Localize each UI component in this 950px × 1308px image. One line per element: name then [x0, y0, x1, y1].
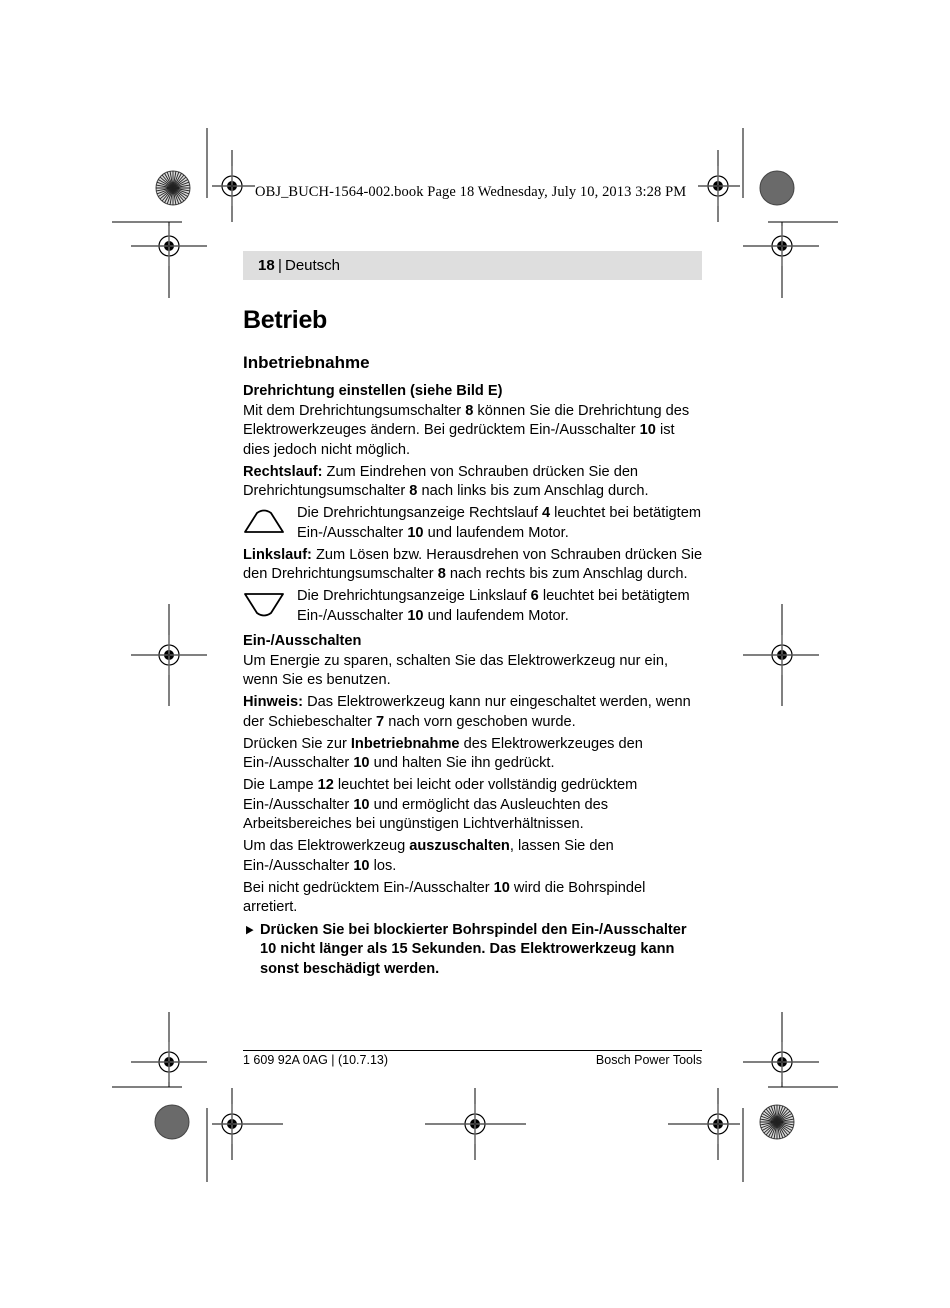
onoff-off: Um das Elektrowerkzeug auszuschalten, lassen Sie den Ein-/Ausschalter 10 los. — [243, 838, 614, 874]
page-number: 18 — [258, 257, 275, 274]
section-title: Betrieb — [243, 306, 328, 334]
crosshair-icon — [698, 166, 738, 206]
onoff-note: Hinweis: Das Elektrowerkzeug kann nur eingeschaltet werden, wenn der Schiebeschalter 7 nach vorn geschoben wurde. — [243, 694, 691, 730]
onoff-start: Drücken Sie zur Inbetriebnahme des Elektrowerkzeuges den Ein-/Ausschalter 10 und halten Sie ihn gedrückt. — [243, 735, 643, 771]
crosshair-icon — [212, 1104, 252, 1144]
crosshair-icon — [212, 166, 252, 206]
header-separator: | — [278, 257, 282, 274]
onoff-spindle-lock: Bei nicht gedrücktem Ein-/Ausschalter 10 wird die Bohrspindel arretiert. — [243, 879, 646, 915]
onoff-heading: Ein-/Ausschalten — [243, 633, 362, 649]
right-rotation-text: Rechtslauf: Zum Eindrehen von Schrauben drücken Sie den Drehrichtungsumschalter 8 nach links bis zum Anschlag durch. — [243, 463, 649, 499]
onoff-energy: Um Energie zu sparen, schalten Sie das Elektrowerkzeug nur ein, wenn Sie es benutzen. — [243, 652, 669, 688]
warning-marker-icon: ▶ — [246, 923, 254, 936]
page-content — [243, 304, 703, 979]
subsection-title: Inbetriebnahme — [243, 353, 370, 372]
starburst-icon — [760, 1105, 794, 1139]
footer-doc-number: 1 609 92A 0AG | (10.7.13) — [243, 1053, 389, 1067]
right-indicator-row: Die Drehrichtungsanzeige Rechtslauf 4 leuchtet bei betätigtem Ein-/Ausschalter 10 und laufendem Motor. — [243, 504, 703, 543]
left-indicator-row: Die Drehrichtungsanzeige Linkslauf 6 leuchtet bei betätigtem Ein-/Ausschalter 10 und laufendem Motor. — [243, 587, 703, 626]
crosshair-icon — [149, 635, 189, 675]
onoff-lamp: Die Lampe 12 leuchtet bei leicht oder vollständig gedrücktem Ein-/Ausschalter 10 und ermöglicht das Ausleuchten des Arbeitsbereiches bei ungünstigen Lichtverhältnissen. — [243, 777, 638, 832]
print-info: OBJ_BUCH-1564-002.book Page 18 Wednesday, July 10, 2013 3:28 PM — [255, 184, 687, 200]
header-language: Deutsch — [285, 257, 341, 274]
warning-text: Drücken Sie bei blockierter Bohrspindel den Ein-/Ausschalter 10 nicht länger als 15 Sekunden. Das Elektrowerkzeug kann sonst beschädigt werden. — [260, 921, 687, 977]
warning-item — [243, 921, 703, 980]
arrow-down-outline-icon — [243, 591, 285, 619]
direction-heading: Drehrichtung einstellen (siehe Bild E) — [243, 383, 503, 399]
footer-rule — [243, 1050, 702, 1051]
crosshair-icon — [698, 1104, 738, 1144]
crosshair-icon — [762, 1042, 802, 1082]
crosshair-icon — [762, 226, 802, 266]
crosshair-icon — [149, 1042, 189, 1082]
crosshair-icon — [149, 226, 189, 266]
crosshair-icon — [762, 635, 802, 675]
left-rotation-text: Linkslauf: Zum Lösen bzw. Herausdrehen von Schrauben drücken Sie den Drehrichtungsumschalter 8 nach rechts bis zum Anschlag durch. — [243, 546, 703, 582]
crosshair-icon — [455, 1104, 495, 1144]
arrow-up-outline-icon — [243, 508, 285, 536]
starburst-icon — [156, 171, 190, 205]
direction-intro: Mit dem Drehrichtungsumschalter 8 können Sie die Drehrichtung des Elektrowerkzeuges ändern. Bei gedrücktem Ein-/Ausschalter 10 ist dies jedoch nicht möglich. — [243, 402, 690, 458]
footer-brand: Bosch Power Tools — [595, 1053, 702, 1067]
page-header — [243, 251, 702, 280]
